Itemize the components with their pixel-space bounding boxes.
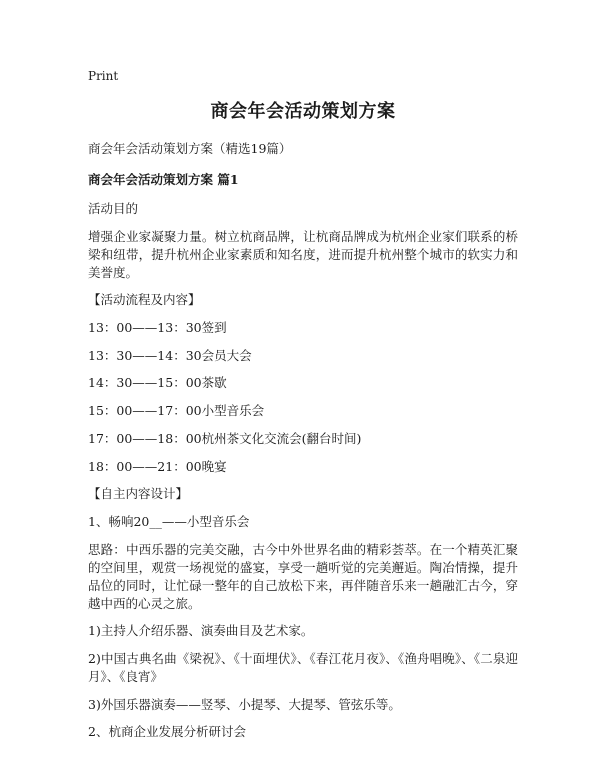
document-subtitle: 商会年会活动策划方案（精选19篇） xyxy=(88,141,292,156)
schedule-item: 13：30——14：30会员大会 xyxy=(88,347,252,363)
paragraph-design-heading: 【自主内容设计】 xyxy=(88,486,189,502)
document-page xyxy=(88,68,518,751)
paragraph-concert-title: 1、畅响20__——小型音乐会 xyxy=(88,513,250,529)
list-item: 1)主持人介绍乐器、演奏曲目及艺术家。 xyxy=(88,623,314,639)
schedule-item: 13：00——13：30签到 xyxy=(88,320,227,336)
paragraph-seminar-title: 2、杭商企业发展分析研讨会 xyxy=(88,724,246,740)
list-item: 2)中国古典名曲《梁祝》、《十面埋伏》、《春江花月夜》、《渔舟唱晚》、《二泉迎月》、《良宵》 xyxy=(88,650,518,684)
print-link[interactable]: Print xyxy=(88,69,119,83)
section-heading: 商会年会活动策划方案 篇1 xyxy=(88,172,239,187)
schedule-item: 17：00——18：00杭州茶文化交流会(翻台时间) xyxy=(88,430,362,446)
schedule-item: 18：00——21：00晚宴 xyxy=(88,458,227,474)
paragraph-schedule-heading: 【活动流程及内容】 xyxy=(88,292,201,308)
paragraph-concert-idea: 思路：中西乐器的完美交融，古今中外世界名曲的精彩荟萃。在一个精英汇聚的空间里，观赏一场视觉的盛宴，享受一趟听觉的完美邂逅。陶冶情操，提升品位的同时，让忙碌一整年的自己放松下来，再伴随音乐来一趟融汇古今，穿越中西的心灵之旅。 xyxy=(88,541,518,611)
schedule-item: 14：30——15：00茶歇 xyxy=(88,375,227,391)
paragraph-purpose: 增强企业家凝聚力量。树立杭商品牌，让杭商品牌成为杭州企业家们联系的桥梁和纽带，提升杭州企业家素质和知名度，进而提升杭州整个城市的软实力和美誉度。 xyxy=(88,228,518,280)
list-item: 3)外国乐器演奏——竖琴、小提琴、大提琴、管弦乐等。 xyxy=(88,696,401,712)
paragraph-purpose-label: 活动目的 xyxy=(88,201,139,216)
page-title: 商会年会活动策划方案 xyxy=(210,101,396,122)
schedule-item: 15：00——17：00小型音乐会 xyxy=(88,403,265,419)
